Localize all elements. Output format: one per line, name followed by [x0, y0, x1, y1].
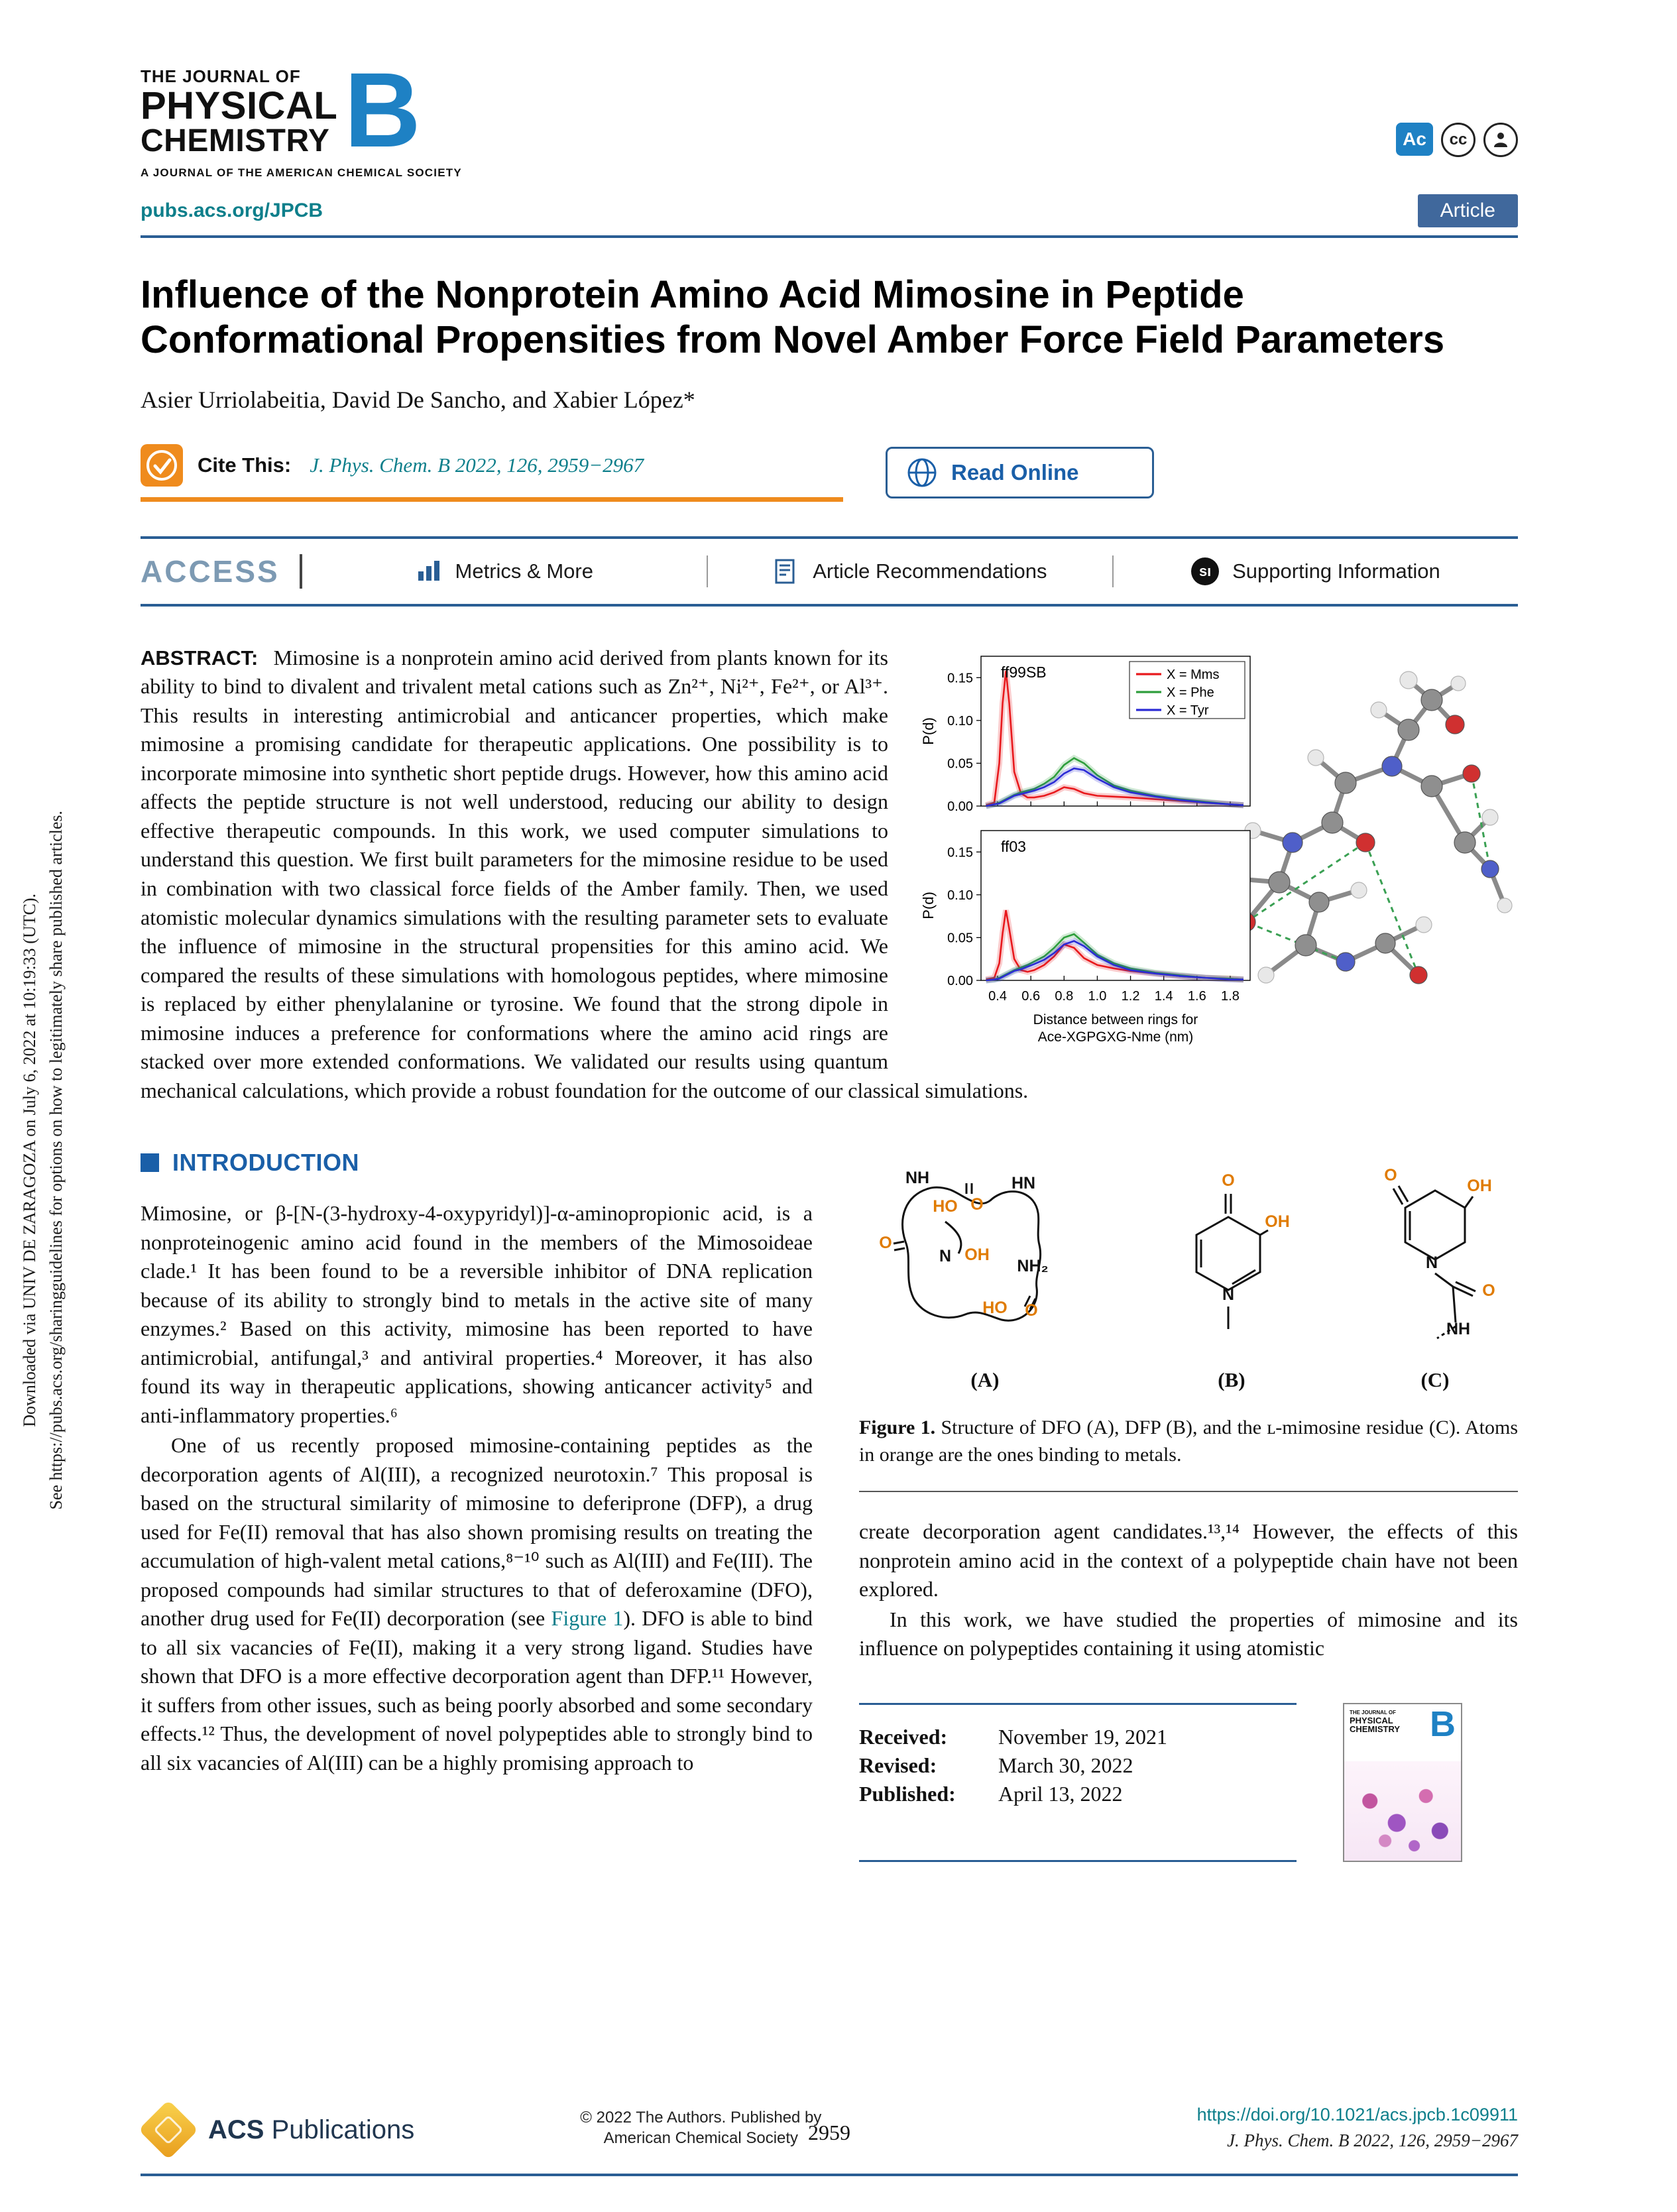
dfp-structure-image: [1162, 1155, 1301, 1354]
introduction-heading-label: INTRODUCTION: [172, 1149, 359, 1177]
cc-label: cc: [1449, 131, 1468, 148]
intro-paragraph-3: create decorporation agent candidates.¹³,¹⁴ However, the effects of this nonprotein amino acid in the context of a polypeptide chain have not been explored.: [858, 1519, 1518, 1601]
cover-title: PHYSICAL CHEMISTRY: [1349, 1715, 1401, 1735]
svg-text:NH₂: NH₂: [1017, 1257, 1049, 1276]
globe-icon: [906, 457, 938, 489]
cite-this[interactable]: [141, 444, 843, 502]
journal-logo-mid: PHYSICAL: [141, 84, 338, 127]
svg-text:0.4: 0.4: [988, 989, 1007, 1004]
figure1-panel-c: [1359, 1155, 1511, 1392]
svg-text:N: N: [939, 1247, 951, 1266]
intro-paragraph-4: In this work, we have studied the properties of mimosine and its influence on polypeptides containing it using atomistic: [858, 1607, 1518, 1660]
supporting-label: Supporting Information: [1232, 559, 1440, 583]
cover-topline: THE JOURNAL OF: [1349, 1709, 1397, 1716]
svg-text:HO: HO: [933, 1197, 958, 1216]
journal-logo: [141, 50, 462, 180]
panel-a-label: (A): [970, 1368, 1000, 1392]
journal-reference: J. Phys. Chem. B 2022, 126, 2959−2967: [1227, 2130, 1518, 2150]
abstract-section: [141, 644, 1518, 1105]
page-number: 2959: [808, 2121, 850, 2144]
left-column: [141, 1149, 813, 1862]
introduction-heading: [141, 1149, 813, 1177]
intro-p2-part-a: One of us recently proposed mimosine-containing peptides as the decorporation agents of Al(III), a recognized neurotoxin.⁷ This proposal is based on the structural similarity of mimosine to deferiprone (DFP), a drug used for Fe(II) removal that has also shown promising results on treating the accumulation of high-valent metal cations,⁸⁻¹⁰ such as Al(III) and Fe(III). The proposed compounds had similar structures to that of deferoxamine (DFO), another drug used for Fe(II) decorporation (see: [141, 1433, 813, 1631]
journal-cover-thumbnail[interactable]: [1343, 1703, 1462, 1862]
svg-text:O: O: [879, 1234, 892, 1253]
acs-publications-logo[interactable]: [141, 2103, 414, 2156]
revised-line: [859, 1753, 1297, 1778]
received-line: [859, 1725, 1297, 1749]
svg-text:1.6: 1.6: [1187, 989, 1206, 1004]
doi-link[interactable]: https://doi.org/10.1021/acs.jpcb.1c09911: [1196, 2105, 1518, 2125]
svg-text:N: N: [1222, 1285, 1234, 1305]
panel-b-label: (B): [1218, 1368, 1245, 1392]
svg-text:0.8: 0.8: [1055, 989, 1074, 1004]
abstract-graphic: [915, 644, 1518, 1045]
svg-text:P(d): P(d): [920, 717, 937, 745]
article-history: [859, 1703, 1518, 1862]
read-online-label: Read Online: [951, 460, 1079, 485]
article-title: Influence of the Nonprotein Amino Acid Mimosine in Peptide Conformational Propensities from Novel Amber Force Field Parameters: [141, 273, 1445, 362]
svg-text:ff99SB: ff99SB: [1001, 663, 1047, 681]
recommendations-label: Article Recommendations: [813, 559, 1047, 583]
footer-rule: [141, 2174, 1518, 2176]
copyright-line2: American Chemical Society: [603, 2129, 799, 2148]
svg-text:O: O: [1222, 1171, 1235, 1191]
svg-text:0.15: 0.15: [947, 671, 973, 686]
cc-license-icon[interactable]: [1441, 123, 1475, 157]
copyright-line1: © 2022 The Authors. Published by: [580, 2109, 822, 2126]
citation-text[interactable]: J. Phys. Chem. B 2022, 126, 2959−2967: [310, 453, 644, 477]
doi-block: [1197, 2103, 1518, 2151]
svg-text:1.4: 1.4: [1154, 989, 1173, 1004]
svg-text:N: N: [1425, 1253, 1438, 1273]
cc-by-icon[interactable]: [1483, 123, 1518, 157]
journal-logo-bottom: CHEMISTRY: [141, 123, 330, 158]
svg-text:0.05: 0.05: [947, 931, 973, 946]
svg-text:0.10: 0.10: [947, 888, 973, 903]
journal-site-link[interactable]: pubs.acs.org/JPCB: [141, 200, 323, 221]
site-row: [141, 194, 1518, 238]
read-online-button[interactable]: [886, 447, 1154, 498]
license-badges: [1396, 123, 1518, 157]
svg-text:O: O: [1025, 1301, 1038, 1320]
figure-1-caption-label: Figure 1.: [858, 1417, 936, 1439]
download-notice-line2: See https://pubs.acs.org/sharingguidelines for options on how to legitimately share published articles.: [46, 810, 66, 1510]
cite-check-icon: [141, 444, 183, 487]
cover-letter-b: B: [1429, 1704, 1456, 1744]
svg-text:0.6: 0.6: [1021, 989, 1041, 1004]
published-date: April 13, 2022: [998, 1781, 1123, 1806]
article-authors: Asier Urriolabeitia, David De Sancho, and Xabier López*: [141, 386, 695, 413]
svg-text:0.00: 0.00: [947, 799, 973, 814]
body-columns: [141, 1149, 1518, 1862]
received-date: November 19, 2021: [998, 1724, 1167, 1749]
column-divider-rule: [859, 1491, 1518, 1492]
svg-text:NH: NH: [905, 1169, 929, 1188]
sidebar-download-notice: [20, 663, 66, 1657]
svg-text:O: O: [970, 1195, 984, 1214]
page-footer: [141, 2103, 1518, 2176]
figure-1-link[interactable]: Figure 1: [551, 1606, 624, 1631]
revised-label: Revised:: [858, 1753, 937, 1777]
revised-date: March 30, 2022: [998, 1753, 1133, 1777]
chart-ff99sb: [915, 647, 1259, 822]
svg-text:Ace-XGPGXG-Nme (nm): Ace-XGPGXG-Nme (nm): [1037, 1029, 1194, 1045]
journal-header: [141, 50, 1518, 180]
figure1-panel-b: [1162, 1155, 1301, 1392]
svg-text:NH: NH: [1446, 1320, 1471, 1339]
published-line: [859, 1782, 1297, 1806]
right-column: [859, 1149, 1518, 1862]
figure-1-caption: [859, 1415, 1518, 1468]
cite-label: Cite This:: [198, 453, 292, 477]
metrics-label: Metrics & More: [455, 559, 593, 583]
svg-text:0.05: 0.05: [947, 756, 973, 772]
svg-text:HN: HN: [1011, 1174, 1035, 1193]
dfo-structure-image: [866, 1149, 1104, 1354]
figure-1-caption-text: Structure of DFO (A), DFP (B), and the ʟ-mimosine residue (C). Atoms in orange are the ones binding to metals.: [858, 1417, 1519, 1466]
chart-ff03: [915, 821, 1259, 1055]
svg-text:OH: OH: [964, 1246, 990, 1265]
journal-logo-top: THE JOURNAL OF: [141, 66, 301, 86]
svg-text:HO: HO: [982, 1299, 1008, 1318]
acs-logo-publications: Publications: [264, 2115, 415, 2144]
published-label: Published:: [858, 1781, 956, 1806]
si-icon: sı: [1191, 557, 1219, 585]
download-notice-line1: Downloaded via UNIV DE ZARAGOZA on July 6, 2022 at 10:19:33 (UTC).: [20, 893, 39, 1427]
received-label: Received:: [858, 1724, 948, 1749]
acs-diamond-icon: [139, 2100, 199, 2160]
person-icon: [1491, 130, 1511, 150]
svg-text:Distance between rings for: Distance between rings for: [1033, 1012, 1198, 1028]
journal-letter-b: B: [344, 50, 421, 169]
svg-text:1.8: 1.8: [1221, 989, 1240, 1004]
svg-text:OH: OH: [1265, 1212, 1290, 1232]
document-icon: [773, 558, 799, 585]
cover-art: [1344, 1761, 1461, 1861]
journal-tagline: A JOURNAL OF THE AMERICAN CHEMICAL SOCIETY: [141, 166, 462, 179]
section-bullet: [141, 1153, 159, 1172]
svg-text:X = Tyr: X = Tyr: [1167, 703, 1209, 718]
svg-text:O: O: [1482, 1281, 1495, 1301]
metrics-and-more-link[interactable]: [302, 559, 707, 583]
authorchoice-label: Ac: [1403, 129, 1426, 149]
copyright-notice: [580, 2103, 821, 2148]
svg-text:0.15: 0.15: [947, 845, 973, 860]
acs-logo-acs: ACS: [208, 2115, 264, 2144]
svg-text:X = Mms: X = Mms: [1167, 667, 1220, 682]
acs-authorchoice-icon[interactable]: [1396, 123, 1433, 156]
intro-p2-part-b: ). DFO is able to bind to all six vacancies of Fe(II), making it a very strong ligand. Studies have shown that DFO is a more effective decorporation agent than DFP.¹¹ However, it suffers from other issues, such as being poorly absorbed and some secondary effects.¹² Thus, the development of novel polypeptides able to strongly bind to all six vacancies of Al(III) can be a highly promising approach to: [141, 1606, 813, 1775]
mimosine-structure-image: [1359, 1155, 1511, 1354]
access-bar: [141, 536, 1518, 607]
svg-text:X = Phe: X = Phe: [1167, 685, 1214, 700]
svg-text:P(d): P(d): [920, 892, 937, 920]
cite-row: [141, 444, 1518, 502]
abstract-text: Mimosine is a nonprotein amino acid derived from plants known for its ability to bind to divalent and trivalent metal cations such as Zn²⁺, Ni²⁺, Fe²⁺, or Al³⁺. This results in interesting antimicrobial and anticancer properties, which make mimosine a promising candidate for therapeutic applications. One possibility is to incorporate mimosine into synthetic short peptide drugs. However, how this amino acid affects the peptide structure is not well understood, reducing our ability to design effective therapeutic compounds. In this work, we used computer simulations to understand this question. We first built parameters for the mimosine residue to be used in combination with two classical force fields of the Amber family. Then, we used atomistic molecular dynamics simulations with the resulting parameter sets to evaluate the influence of mimosine in the structural propensities for this amino acid. We compared the results of these simulations with homologous peptides, where mimosine is replaced by either phenylalanine or tyrosine. We found that the strong dipole in mimosine induces a preference for conformations where the amino acid rings are stacked over more extended conformations. We validated our results using quantum mechanical calculations, which provide a robust foundation for the outcome of our classical simulations.: [141, 645, 1029, 1102]
dates-block: [859, 1703, 1297, 1862]
panel-c-label: (C): [1420, 1368, 1450, 1392]
svg-text:0.10: 0.10: [947, 713, 973, 728]
abstract-label: ABSTRACT:: [141, 646, 259, 669]
svg-text:O: O: [1384, 1166, 1397, 1185]
article-type-badge: Article: [1418, 194, 1518, 227]
bar-chart-icon: [416, 559, 442, 583]
svg-text:OH: OH: [1467, 1177, 1492, 1196]
intro-paragraph-1: Mimosine, or β-[N-(3-hydroxy-4-oxypyridyl)]-α-aminopropionic acid, is a nonproteinogenic amino acid found in the members of the Mimosoideae clade.¹ It has been found to be a reversible inhibitor of DNA replication because of its ability to strongly bind to metals in the active site of many enzymes.² Based on this activity, mimosine has been reported to have antimicrobial, antifungal,³ and antiviral properties.⁴ Moreover, it has also found its way in therapeutic applications, showing anticancer activity⁵ and anti-inflammatory properties.⁶: [141, 1201, 813, 1427]
svg-text:1.0: 1.0: [1088, 989, 1107, 1004]
supporting-information-link[interactable]: [1114, 557, 1518, 585]
intro-paragraph-2: [141, 1431, 813, 1777]
svg-text:0.00: 0.00: [947, 974, 973, 989]
svg-text:ff03: ff03: [1001, 838, 1026, 856]
svg-text:1.2: 1.2: [1121, 989, 1140, 1004]
article-recommendations-link[interactable]: [708, 558, 1112, 585]
figure1-panel-a: [866, 1149, 1104, 1392]
figure-1: [859, 1149, 1518, 1392]
access-badge[interactable]: ACCESS: [141, 553, 280, 589]
